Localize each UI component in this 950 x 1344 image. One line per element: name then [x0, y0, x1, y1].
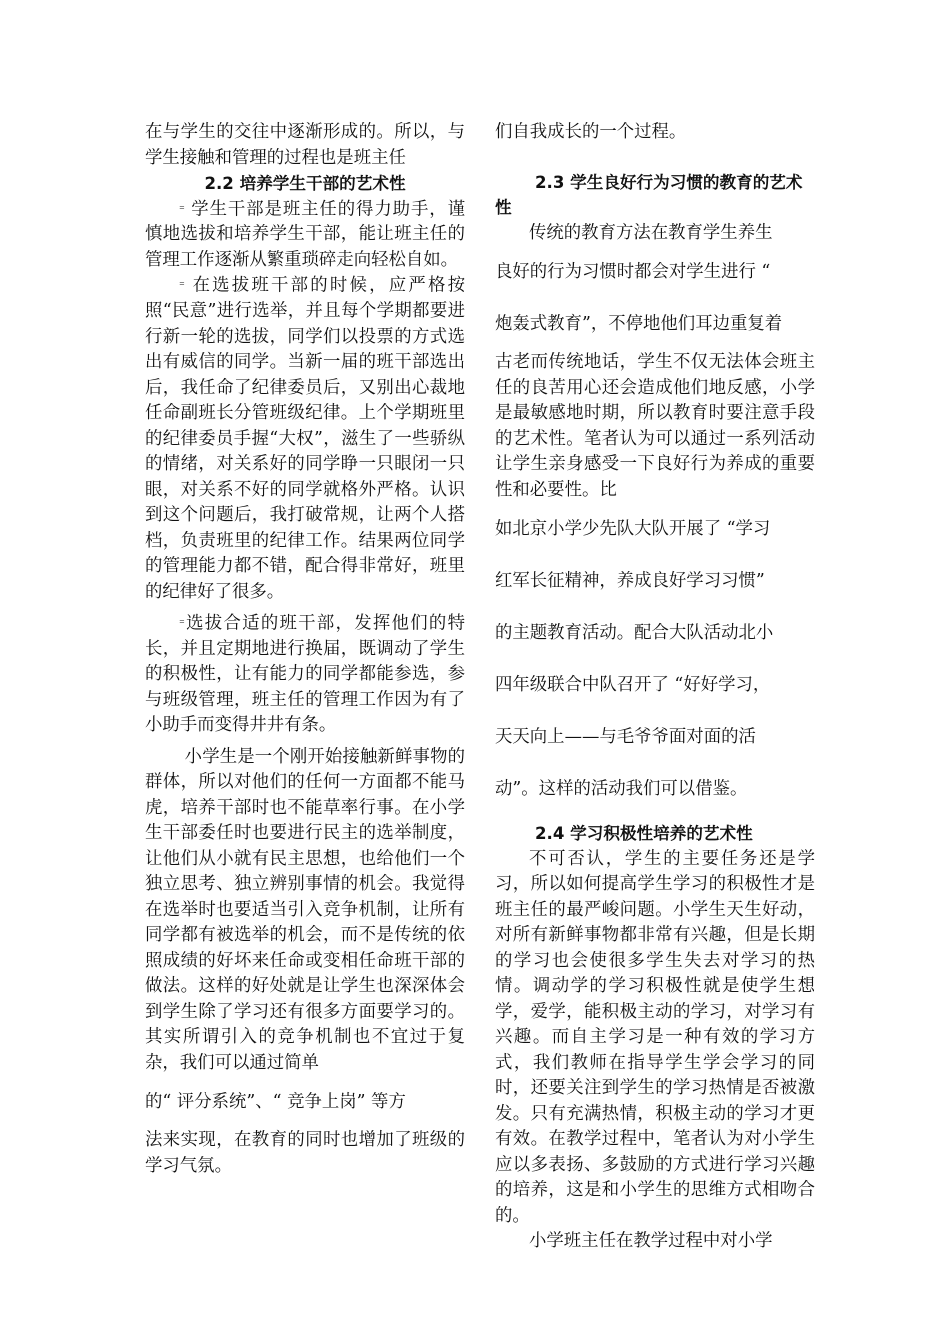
right-paragraph-2-line-h: 四年级联合中队召开了 “好好学习，	[495, 675, 771, 695]
heading-2-4: 2.4 学习积极性培养的艺术性	[535, 824, 753, 843]
left-paragraph-3-text: 在选拔班干部的时候，应严格按照“民意”进行选举，并且每个学期都要进行新一轮的选拔，同学们以投票的方式选出有威信的同学。当新一届的班干部选出后，我任命了纪律委员后，又别出心裁地任命副班长分管班级纪律。上个学期班里的纪律委员手握“大权”，滋生了一些骄纵的情绪，对关系好的同学睁一只眼闭一只眼，对关系不好的同学就格外严格。认识到这个问题后，我打破常规，让两个人搭档，负责班里的纪律工作。结果两位同学的管理能力都不错，配合得非常好，班里的纪律好了很多。	[145, 275, 465, 602]
right-paragraph-2-line-f: 红军长征精神，养成良好学习习惯”	[495, 571, 765, 591]
right-paragraph-4: 小学班主任在教学过程中对小学	[529, 1231, 773, 1251]
right-paragraph-3: 不可否认，学生的主要任务还是学习，所以如何提高学生学习的积极性才是班主任的最严峻问题。小学生天生好动，对所有新鲜事物都非常有兴趣，但是长期的学习也会使很多学生失去对学习的热情。调动学的学习积极性就是使学生想学，爱学，能积极主动的学习，对学习有兴趣。而自主学习是一种有效的学习方式，我们教师在指导学生学会学习的同时，还要关注到学生的学习热情是否被激发。只有充满热情，积极主动的学习才更有效。在教学过程中，笔者认为对小学生应以多表扬、多鼓励的方式进行学习兴趣的培养，这是和小学生的思维方式相吻合的。	[495, 848, 815, 1226]
left-paragraph-5-line-c: 法来实现，在教育的同时也增加了班级的学习气氛。	[145, 1130, 465, 1176]
right-paragraph-2-line-d: 古老而传统地话，学生不仅无法体会班主任的良苦用心还会造成他们地反感，小学是最敏感地时期，所以教育时要注意手段的艺术性。笔者认为可以通过一系列活动让学生亲身感受一下良好行为养成的重要性和必要性。比	[495, 352, 815, 500]
left-paragraph-2-text: 学生干部是班主任的得力助手，谨慎地选拔和培养学生干部，能让班主任的管理工作逐渐从繁重琐碎走向轻松自如。	[145, 198, 465, 270]
left-paragraph-5: 小学生是一个刚开始接触新鲜事物的群体，所以对他们的任何一方面都不能马虎，培养干部时也不能草率行事。在小学生干部委任时也要进行民主的选举制度，让他们从小就有民主思想，也给他们一个独立思考、独立辨别事情的机会。我觉得在选举时也要适当引入竞争机制，让所有同学都有被选举的机会，而不是传统的依照成绩的好坏来任命或变相任命班干部的做法。这样的好处就是让学生也深深体会到学生除了学习还有很多方面要学习的。其实所谓引入的竞争机制也不宜过于复杂，我们可以通过简单	[145, 746, 465, 1073]
left-paragraph-4-text: 选拔合适的班干部，发挥他们的特长，并且定期地进行换届，既调动了学生的积极性，让有能力的同学都能参选，参与班级管理，班主任的管理工作因为有了小助手而变得井井有条。	[145, 613, 465, 736]
left-paragraph-3	[145, 273, 465, 605]
right-paragraph-2-line-c: 炮轰式教育”，不停地他们耳边重复着	[495, 314, 783, 334]
right-paragraph-1: 们自我成长的一个过程。	[495, 122, 687, 142]
right-paragraph-2-line-g: 的主题教育活动。配合大队活动北小	[495, 623, 774, 643]
left-column	[145, 120, 465, 1179]
right-paragraph-2-line-i: 天天向上——与毛爷爷面对面的活	[495, 727, 756, 747]
bullet-marker: ⁼	[179, 202, 185, 216]
right-paragraph-2-line-a: 传统的教育方法在教育学生养生	[529, 222, 773, 243]
bullet-marker: ⁼	[179, 617, 185, 630]
right-paragraph-2-line-e: 如北京小学少先队大队开展了 “学习	[495, 519, 771, 539]
left-paragraph-1: 在与学生的交往中逐渐形成的。所以，与学生接触和管理的过程也是班主任	[145, 122, 465, 168]
right-column	[495, 120, 815, 1255]
right-paragraph-2-line-j: 动”。这样的活动我们可以借鉴。	[495, 779, 748, 799]
left-paragraph-2	[145, 197, 465, 274]
bullet-marker: ⁼	[179, 279, 185, 293]
heading-2-3: 2.3 学生良好行为习惯的教育的艺术性	[495, 172, 803, 217]
heading-2-2: 2.2 培养学生干部的艺术性	[204, 174, 406, 193]
left-paragraph-4	[145, 611, 465, 739]
left-paragraph-5-line-b: 的“ 评分系统”、“ 竞争上岗” 等方	[145, 1092, 406, 1113]
right-paragraph-2-line-b: 良好的行为习惯时都会对学生进行 “	[495, 262, 771, 282]
